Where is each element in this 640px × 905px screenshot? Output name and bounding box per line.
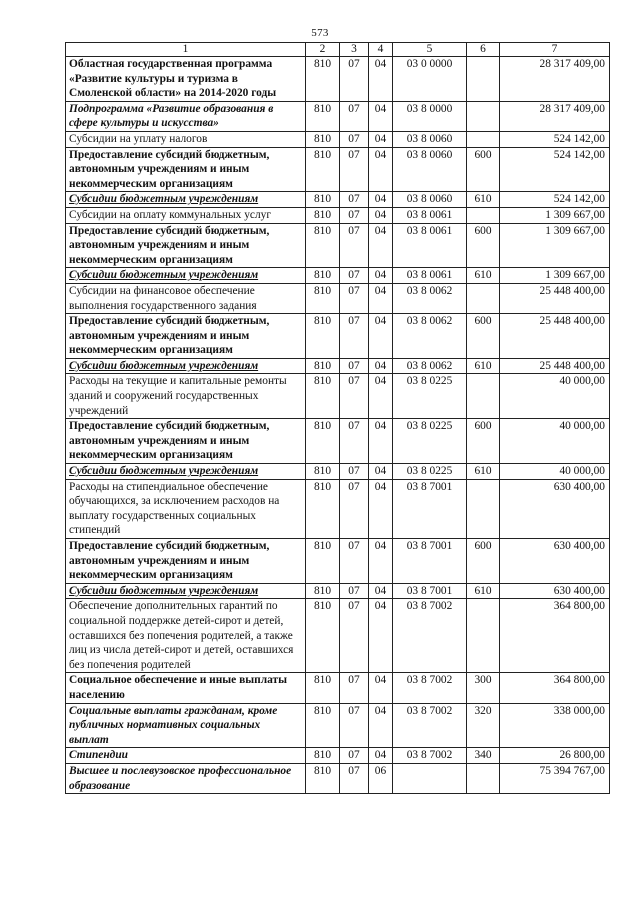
row-expense-type: 600 xyxy=(467,147,500,192)
row-admin-code: 810 xyxy=(306,314,340,359)
row-name-text: Субсидии бюджетным учреждениям xyxy=(69,584,259,597)
row-section: 07 xyxy=(340,673,369,703)
row-name-text: Субсидии бюджетным учреждениям xyxy=(69,359,259,372)
row-name xyxy=(66,101,306,131)
row-expense-type: 610 xyxy=(467,192,500,208)
row-admin-code: 810 xyxy=(306,223,340,268)
row-expense-type: 610 xyxy=(467,268,500,284)
row-admin-code: 810 xyxy=(306,147,340,192)
row-section: 07 xyxy=(340,703,369,748)
row-name xyxy=(66,673,306,703)
row-name xyxy=(66,374,306,419)
table-row xyxy=(66,599,610,673)
row-name xyxy=(66,192,306,208)
row-name-text: Предоставление субсидий бюджетным, автономным учреждениям и иным некоммерческим организациям xyxy=(69,420,270,462)
row-target-article: 03 8 0060 xyxy=(393,147,467,192)
row-subsection: 04 xyxy=(369,539,393,584)
row-name xyxy=(66,268,306,284)
row-name-text: Субсидии бюджетным учреждениям xyxy=(69,193,259,206)
row-target-article: 03 8 0061 xyxy=(393,223,467,268)
row-expense-type: 600 xyxy=(467,223,500,268)
table-row xyxy=(66,192,610,208)
table-row xyxy=(66,673,610,703)
row-admin-code: 810 xyxy=(306,479,340,538)
row-name-text: Расходы на текущие и капитальные ремонты зданий и сооружений государственных учреждений xyxy=(69,375,287,417)
row-amount: 630 400,00 xyxy=(500,479,610,538)
row-name-text: Субсидии бюджетным учреждениям xyxy=(69,465,259,478)
row-amount: 28 317 409,00 xyxy=(500,57,610,102)
table-row xyxy=(66,268,610,284)
row-name-text: Предоставление субсидий бюджетным, автономным учреждениям и иным некоммерческим организациям xyxy=(69,224,270,266)
row-subsection: 04 xyxy=(369,479,393,538)
row-expense-type xyxy=(467,374,500,419)
row-amount: 26 800,00 xyxy=(500,748,610,764)
row-name xyxy=(66,583,306,599)
table-body xyxy=(66,57,610,794)
row-expense-type xyxy=(467,101,500,131)
page-number: 573 xyxy=(311,27,329,39)
row-name xyxy=(66,748,306,764)
row-admin-code: 810 xyxy=(306,464,340,480)
budget-table xyxy=(65,42,610,794)
row-target-article: 03 8 7002 xyxy=(393,748,467,764)
row-admin-code: 810 xyxy=(306,131,340,147)
row-target-article: 03 8 0060 xyxy=(393,131,467,147)
row-target-article: 03 8 7001 xyxy=(393,583,467,599)
row-name xyxy=(66,283,306,313)
row-section: 07 xyxy=(340,539,369,584)
row-name-text: Высшее и послевузовское профессиональное образование xyxy=(69,764,292,792)
row-subsection: 06 xyxy=(369,763,393,793)
row-target-article: 03 8 0062 xyxy=(393,283,467,313)
row-subsection: 04 xyxy=(369,374,393,419)
row-name xyxy=(66,314,306,359)
row-subsection: 04 xyxy=(369,207,393,223)
row-target-article: 03 8 7002 xyxy=(393,703,467,748)
row-subsection: 04 xyxy=(369,283,393,313)
row-admin-code: 810 xyxy=(306,673,340,703)
row-expense-type: 610 xyxy=(467,358,500,374)
row-target-article: 03 8 0062 xyxy=(393,358,467,374)
row-admin-code: 810 xyxy=(306,703,340,748)
row-expense-type: 610 xyxy=(467,464,500,480)
row-name-text: Субсидии на финансовое обеспечение выполнения государственного задания xyxy=(69,284,257,312)
row-subsection: 04 xyxy=(369,314,393,359)
table-row xyxy=(66,314,610,359)
row-subsection: 04 xyxy=(369,358,393,374)
table-row xyxy=(66,479,610,538)
row-target-article: 03 8 0062 xyxy=(393,314,467,359)
row-section: 07 xyxy=(340,479,369,538)
row-amount: 40 000,00 xyxy=(500,419,610,464)
row-target-article: 03 8 0225 xyxy=(393,419,467,464)
row-admin-code: 810 xyxy=(306,748,340,764)
row-name xyxy=(66,147,306,192)
row-admin-code: 810 xyxy=(306,101,340,131)
table-row xyxy=(66,207,610,223)
row-amount: 364 800,00 xyxy=(500,599,610,673)
table-header xyxy=(66,43,610,57)
row-target-article: 03 8 0060 xyxy=(393,192,467,208)
row-name xyxy=(66,703,306,748)
row-admin-code: 810 xyxy=(306,57,340,102)
row-name xyxy=(66,599,306,673)
row-amount: 75 394 767,00 xyxy=(500,763,610,793)
row-admin-code: 810 xyxy=(306,599,340,673)
row-target-article: 03 0 0000 xyxy=(393,57,467,102)
row-name xyxy=(66,763,306,793)
row-name-text: Предоставление субсидий бюджетным, автономным учреждениям и иным некоммерческим организациям xyxy=(69,315,270,357)
row-admin-code: 810 xyxy=(306,583,340,599)
table-row xyxy=(66,464,610,480)
row-section: 07 xyxy=(340,314,369,359)
row-expense-type: 600 xyxy=(467,539,500,584)
row-name xyxy=(66,223,306,268)
row-admin-code: 810 xyxy=(306,374,340,419)
row-expense-type xyxy=(467,599,500,673)
table-row xyxy=(66,283,610,313)
row-section: 07 xyxy=(340,283,369,313)
row-section: 07 xyxy=(340,419,369,464)
table-row xyxy=(66,101,610,131)
row-expense-type xyxy=(467,283,500,313)
row-section: 07 xyxy=(340,464,369,480)
row-amount: 364 800,00 xyxy=(500,673,610,703)
row-target-article: 03 8 7002 xyxy=(393,599,467,673)
row-name-text: Предоставление субсидий бюджетным, автономным учреждениям и иным некоммерческим организациям xyxy=(69,148,270,190)
row-expense-type xyxy=(467,479,500,538)
row-name xyxy=(66,419,306,464)
row-admin-code: 810 xyxy=(306,539,340,584)
row-target-article: 03 8 0225 xyxy=(393,374,467,419)
table-row xyxy=(66,703,610,748)
row-subsection: 04 xyxy=(369,192,393,208)
row-name xyxy=(66,479,306,538)
row-amount: 1 309 667,00 xyxy=(500,223,610,268)
row-section: 07 xyxy=(340,599,369,673)
row-name xyxy=(66,131,306,147)
row-subsection: 04 xyxy=(369,583,393,599)
row-admin-code: 810 xyxy=(306,419,340,464)
row-name-text: Подпрограмма «Развитие образования в сфере культуры и искусства» xyxy=(69,102,274,130)
header-cell-1: 1 xyxy=(66,43,306,57)
row-name-text: Областная государственная программа «Развитие культуры и туризма в Смоленской области» на 2014-2020 годы xyxy=(69,58,277,100)
table-row xyxy=(66,539,610,584)
row-name-text: Субсидии на уплату налогов xyxy=(69,132,208,145)
row-admin-code: 810 xyxy=(306,268,340,284)
row-name-text: Расходы на стипендиальное обеспечение обучающихся, за исключением расходов на выплату государственных социальных стипендий xyxy=(69,480,280,537)
row-subsection: 04 xyxy=(369,223,393,268)
row-target-article xyxy=(393,763,467,793)
row-name-text: Социальное обеспечение и иные выплаты населению xyxy=(69,674,287,701)
row-expense-type xyxy=(467,207,500,223)
table-row xyxy=(66,748,610,764)
row-name-text: Социальные выплаты гражданам, кроме публичных нормативных социальных выплат xyxy=(69,704,278,746)
row-name-text: Субсидии на оплату коммунальных услуг xyxy=(69,208,272,221)
row-target-article: 03 8 7001 xyxy=(393,539,467,584)
row-section: 07 xyxy=(340,583,369,599)
row-name-text: Обеспечение дополнительных гарантий по социальной поддержке детей-сирот и детей, оставшихся без попечения родителей, а также лиц из числа детей-сирот и детей, оставшихся без попечения родителей xyxy=(69,600,294,671)
row-section: 07 xyxy=(340,763,369,793)
row-expense-type: 600 xyxy=(467,419,500,464)
row-admin-code: 810 xyxy=(306,358,340,374)
row-section: 07 xyxy=(340,101,369,131)
row-amount: 25 448 400,00 xyxy=(500,358,610,374)
header-row xyxy=(66,43,610,57)
row-admin-code: 810 xyxy=(306,207,340,223)
row-amount: 25 448 400,00 xyxy=(500,314,610,359)
row-target-article: 03 8 7002 xyxy=(393,673,467,703)
row-section: 07 xyxy=(340,57,369,102)
row-amount: 1 309 667,00 xyxy=(500,268,610,284)
row-target-article: 03 8 0000 xyxy=(393,101,467,131)
row-subsection: 04 xyxy=(369,419,393,464)
row-amount: 25 448 400,00 xyxy=(500,283,610,313)
header-cell-4: 4 xyxy=(369,43,393,57)
row-name xyxy=(66,464,306,480)
row-expense-type xyxy=(467,57,500,102)
row-expense-type: 610 xyxy=(467,583,500,599)
row-amount: 630 400,00 xyxy=(500,539,610,584)
table-row xyxy=(66,223,610,268)
row-name-text: Субсидии бюджетным учреждениям xyxy=(69,269,259,282)
row-amount: 524 142,00 xyxy=(500,147,610,192)
table-row xyxy=(66,131,610,147)
row-name xyxy=(66,207,306,223)
row-expense-type: 600 xyxy=(467,314,500,359)
row-expense-type: 320 xyxy=(467,703,500,748)
row-amount: 630 400,00 xyxy=(500,583,610,599)
row-subsection: 04 xyxy=(369,673,393,703)
header-cell-6: 6 xyxy=(467,43,500,57)
row-admin-code: 810 xyxy=(306,283,340,313)
row-section: 07 xyxy=(340,147,369,192)
row-admin-code: 810 xyxy=(306,192,340,208)
row-subsection: 04 xyxy=(369,268,393,284)
header-cell-5: 5 xyxy=(393,43,467,57)
row-name-text: Стипендии xyxy=(69,749,128,762)
table-row xyxy=(66,763,610,793)
row-amount: 524 142,00 xyxy=(500,131,610,147)
header-cell-7: 7 xyxy=(500,43,610,57)
row-admin-code: 810 xyxy=(306,763,340,793)
row-amount: 40 000,00 xyxy=(500,464,610,480)
row-expense-type xyxy=(467,763,500,793)
row-section: 07 xyxy=(340,268,369,284)
row-name-text: Предоставление субсидий бюджетным, автономным учреждениям и иным некоммерческим организациям xyxy=(69,540,270,582)
table-row xyxy=(66,358,610,374)
row-name xyxy=(66,358,306,374)
row-section: 07 xyxy=(340,748,369,764)
header-cell-2: 2 xyxy=(306,43,340,57)
row-section: 07 xyxy=(340,358,369,374)
row-amount: 524 142,00 xyxy=(500,192,610,208)
row-amount: 338 000,00 xyxy=(500,703,610,748)
row-expense-type xyxy=(467,131,500,147)
row-amount: 28 317 409,00 xyxy=(500,101,610,131)
row-name xyxy=(66,539,306,584)
row-section: 07 xyxy=(340,131,369,147)
row-subsection: 04 xyxy=(369,147,393,192)
row-target-article: 03 8 7001 xyxy=(393,479,467,538)
row-section: 07 xyxy=(340,374,369,419)
table-row xyxy=(66,147,610,192)
row-target-article: 03 8 0061 xyxy=(393,268,467,284)
header-cell-3: 3 xyxy=(340,43,369,57)
row-subsection: 04 xyxy=(369,57,393,102)
row-subsection: 04 xyxy=(369,599,393,673)
row-subsection: 04 xyxy=(369,748,393,764)
table-row xyxy=(66,374,610,419)
row-subsection: 04 xyxy=(369,464,393,480)
row-section: 07 xyxy=(340,207,369,223)
row-section: 07 xyxy=(340,192,369,208)
row-expense-type: 340 xyxy=(467,748,500,764)
row-target-article: 03 8 0061 xyxy=(393,207,467,223)
row-subsection: 04 xyxy=(369,703,393,748)
row-amount: 1 309 667,00 xyxy=(500,207,610,223)
row-amount: 40 000,00 xyxy=(500,374,610,419)
row-name xyxy=(66,57,306,102)
table-row xyxy=(66,57,610,102)
row-target-article: 03 8 0225 xyxy=(393,464,467,480)
row-subsection: 04 xyxy=(369,101,393,131)
row-expense-type: 300 xyxy=(467,673,500,703)
row-section: 07 xyxy=(340,223,369,268)
table-row xyxy=(66,583,610,599)
table-row xyxy=(66,419,610,464)
row-subsection: 04 xyxy=(369,131,393,147)
